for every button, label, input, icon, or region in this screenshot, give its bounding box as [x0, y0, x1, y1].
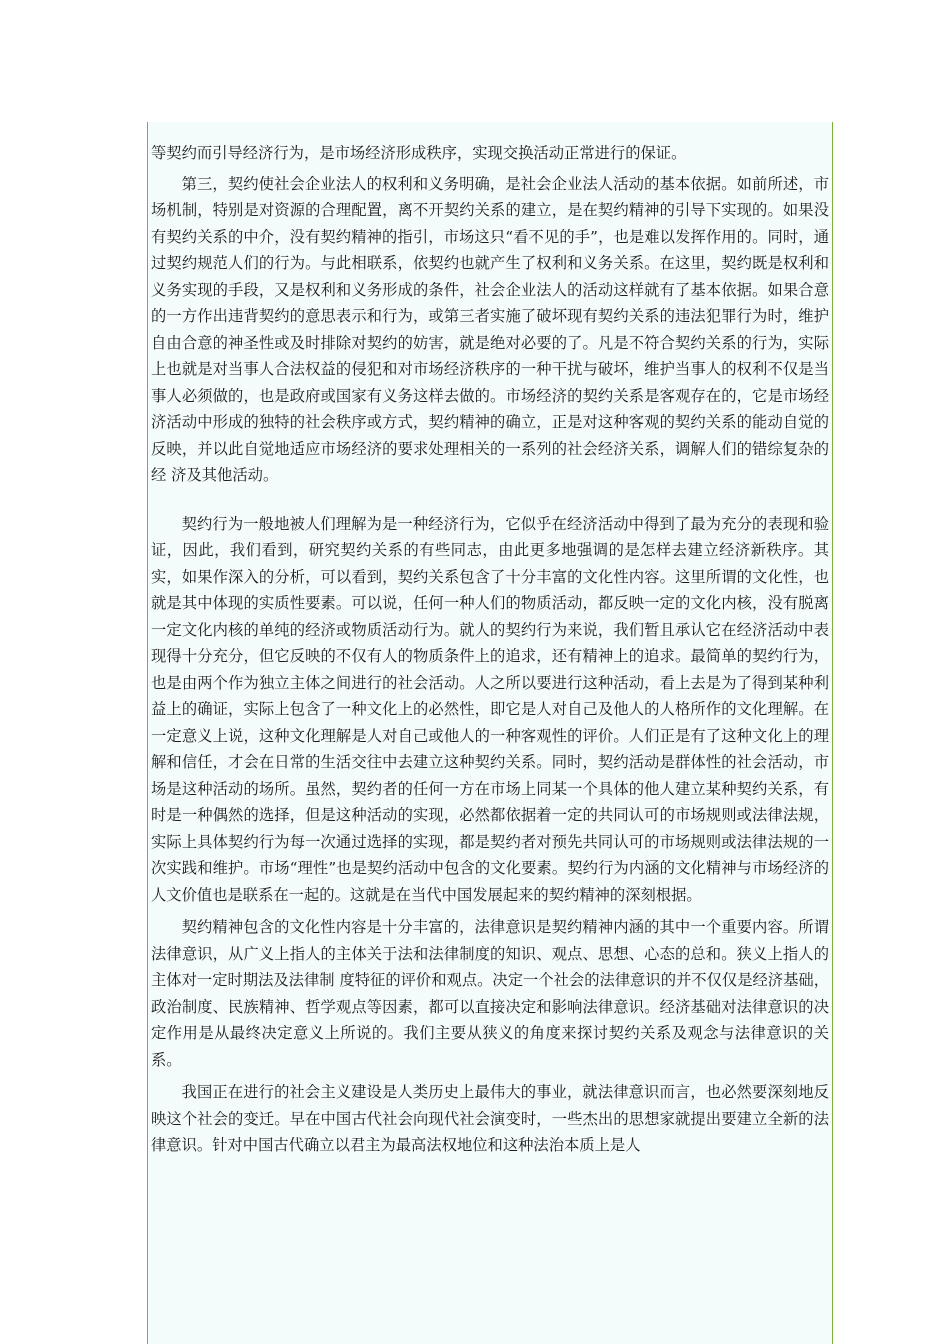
paragraph-socialist-construction: 我国正在进行的社会主义建设是人类历史上最伟大的事业，就法律意识而言，也必然要深刻地反映这个社会的变迁。早在中国古代社会向现代社会演变时，一些杰出的思想家就提出要建立全新的法律意识。针对中国古代确立以君主为最高法权地位和这种法治本质上是人: [151, 1083, 829, 1154]
paragraph-third-point: 第三，契约使社会企业法人的权利和义务明确，是社会企业法人活动的基本依据。如前所述，市场机制，特别是对资源的合理配置，离不开契约关系的建立，是在契约精神的引导下实现的。如果没有契约关系的中介，没有契约精神的指引，市场这只“看不见的手”，也是难以发挥作用的。同时，通过契约规范人们的行为。与此相联系，依契约也就产生了权利和义务关系。在这里，契约既是权利和义务实现的手段，又是权利和义务形成的条件，社会企业法人的活动这样就有了基本依据。如果合意的一方作出违背契约的意思表示和行为，或第三者实施了破坏现有契约关系的违法犯罪行为时，维护自由合意的神圣性或及时排除对契约的妨害，就是绝对必要的了。凡是不符合契约关系的行为，实际上也就是对当事人合法权益的侵犯和对市场经济秩序的一种干扰与破坏，维护当事人的权利不仅是当事人必须做的，也是政府或国家有义务这样去做的。市场经济的契约关系是客观存在的，它是市场经济活动中形成的独特的社会秩序或方式，契约精神的确立，正是对这种客观的契约关系的能动自觉的反映，并以此自觉地适应市场经济的要求处理相关的一系列的社会经济关系，调解人们的错综复杂的经 济及其他活动。: [151, 174, 829, 484]
paragraph-contract-behavior: 契约行为一般地被人们理解为是一种经济行为，它似乎在经济活动中得到了最为充分的表现和验证，因此，我们看到，研究契约关系的有些同志，由此更多地强调的是怎样去建立经济新秩序。其实，如果作深入的分析，可以看到，契约关系包含了十分丰富的文化性内容。这里所谓的文化性，也就是其中体现的实质性要素。可以说，任何一种人们的物质活动，都反映一定的文化内核，没有脱离一定文化内核的单纯的经济或物质活动行为。就人的契约行为来说，我们暂且承认它在经济活动中表现得十分充分，但它反映的不仅有人的物质条件上的追求，还有精神上的追求。最简单的契约行为，也是由两个作为独立主体之间进行的社会活动。人之所以要进行这种活动，看上去是为了得到某种利益上的确证，实际上包含了一种文化上的必然性，即它是人对自己及他人的人格所作的文化理解。在一定意义上说，这种文化理解是人对自己或他人的一种客观性的评价。人们正是有了这种文化上的理解和信任，才会在日常的生活交往中去建立这种契约关系。同时，契约活动是群体性的社会活动，市场是这种活动的场所。虽然，契约者的任何一方在市场上同某一个具体的他人建立某种契约关系，有时是一种偶然的选择，但是这种活动的实现，必然都依据着一定的共同认可的市场规则或法律法规，实际上具体契约行为每一次通过选择的实现，都是契约者对预先共同认可的市场规则或法律法规的一次实践和维护。市场“理性”也是契约活动中包含的文化要素。契约行为内涵的文化精神与市场经济的人文价值也是联系在一起的。这就是在当代中国发展起来的契约精神的深刻根据。: [151, 514, 829, 904]
paragraph-continuation: 等契约而引导经济行为，是市场经济形成秩序，实现交换活动正常进行的保证。: [151, 144, 687, 162]
document-body: [151, 140, 829, 1159]
paragraph-legal-awareness: 契约精神包含的文化性内容是十分丰富的，法律意识是契约精神内涵的其中一个重要内容。所谓法律意识，从广义上指人的主体关于法和法律制度的知识、观点、思想、心态的总和。狭义上指人的主体对一定时期法及法律制 度特征的评价和观点。决定一个社会的法律意识的并不仅仅是经济基础，政治制度、民族精神、哲学观点等因素，都可以直接决定和影响法律意识。经济基础对法律意识的决定作用是从最终决定意义上所说的。我们主要从狭义的角度来探讨契约关系及观念与法律意识的关系。: [151, 918, 829, 1069]
